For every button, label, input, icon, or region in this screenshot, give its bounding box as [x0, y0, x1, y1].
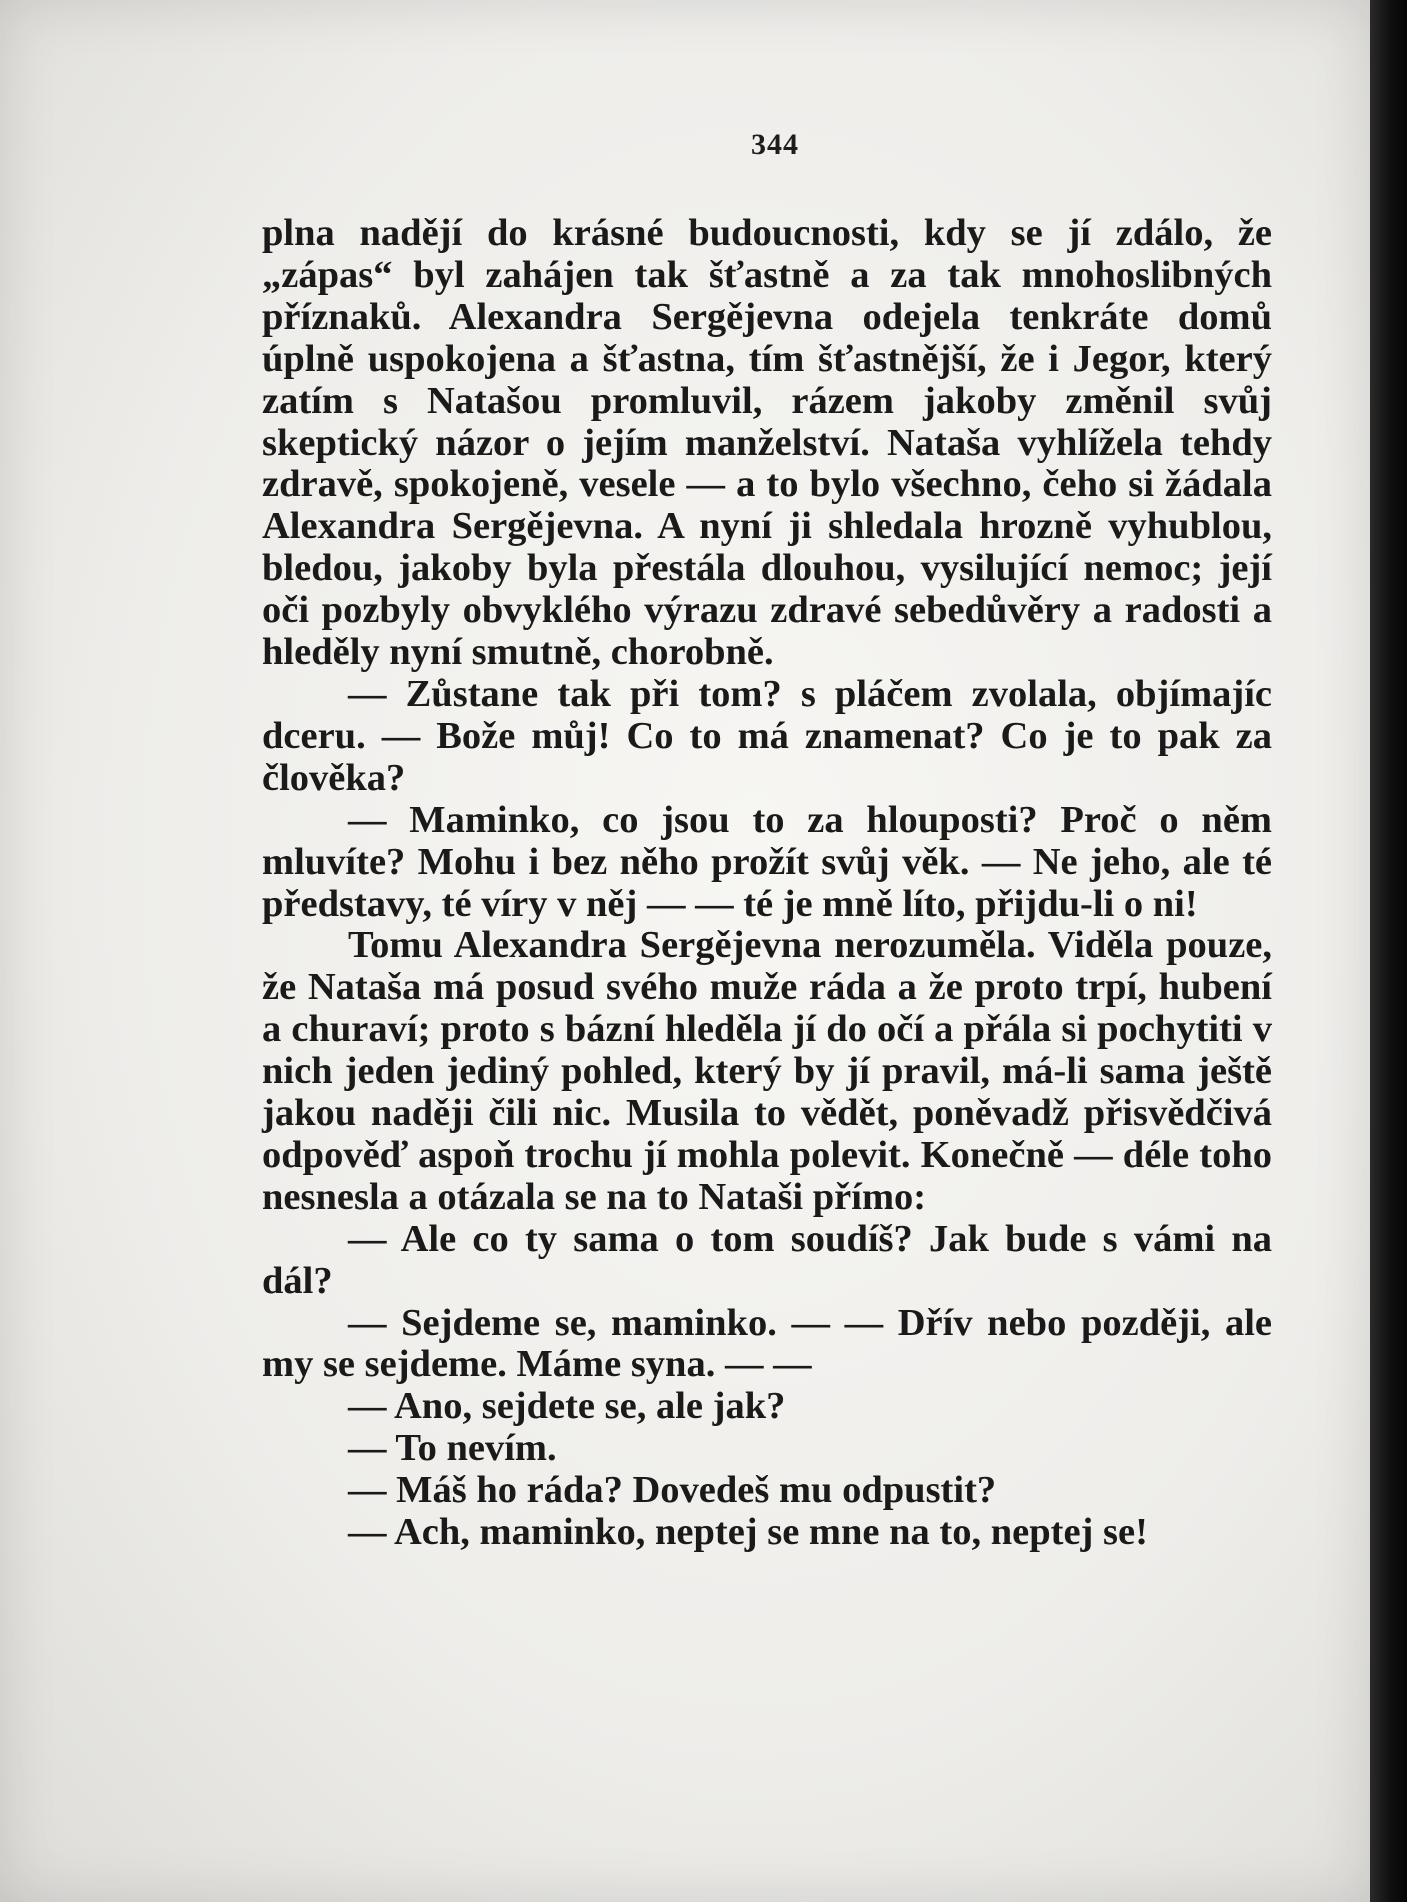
page-number: 344: [751, 128, 799, 161]
paragraph: Tomu Alexandra Sergějevna nerozuměla. Viděla pouze, že Nataša má posud svého muže ráda a že proto trpí, hubení a churaví; proto s bázní hleděla jí do očí a přála si pochytiti v nich jeden jediný pohled, který by jí pravil, má-li sama ještě jakou naději čili nic. Musila to vědět, poněvadž přisvědčivá odpověď aspoň trochu jí mohla polevit. Konečně — déle toho nesnesla a otázala se na to Nataši přímo:: [262, 924, 1272, 1218]
paragraph: — Ach, maminko, neptej se mne na to, neptej se!: [348, 1511, 1148, 1554]
paragraph: — Ale co ty sama o tom soudíš? Jak bude s vámi na dál?: [262, 1217, 1272, 1302]
paragraph: — Sejdeme se, maminko. — — Dřív nebo později, ale my se sejdeme. Máme syna. — —: [262, 1301, 1272, 1386]
body-text: [262, 213, 1272, 1554]
paragraph: — Máš ho ráda? Dovedeš mu odpustit?: [348, 1469, 997, 1512]
paragraph: — Maminko, co jsou to za hlouposti? Proč o něm mluvíte? Mohu i bez něho prožít svůj věk. — Ne jeho, ale té představy, té víry v něj — — té je mně líto, přijdu-li o ni!: [262, 798, 1272, 925]
paragraph: — Zůstane tak při tom? s pláčem zvolala, objímajíc dceru. — Bože můj! Co to má znamenat? Co je to pak za člověka?: [262, 672, 1272, 799]
paragraph: — Ano, sejdete se, ale jak?: [348, 1385, 786, 1428]
paragraph: plna nadějí do krásné budoucnosti, kdy se jí zdálo, že „zápas“ byl zahájen tak šťastně a za tak mnohoslibných příznaků. Alexandra Sergějevna odejela tenkráte domů úplně uspokojena a šťastna, tím šťastnější, že i Jegor, který zatím s Natašou promluvil, rázem jakoby změnil svůj skeptický názor o jejím manželství. Nataša vyhlížela tehdy zdravě, spokojeně, vesele — a to bylo všechno, čeho si žádala Alexandra Sergějevna. A nyní ji shledala hrozně vyhublou, bledou, jakoby byla přestála dlouhou, vysilující nemoc; její oči pozbyly obvyklého výrazu zdravé sebedůvěry a radosti a hleděly nyní smutně, chorobně.: [262, 212, 1272, 674]
paragraph: — To nevím.: [348, 1427, 557, 1470]
page-edge-shadow: [1370, 0, 1407, 1902]
